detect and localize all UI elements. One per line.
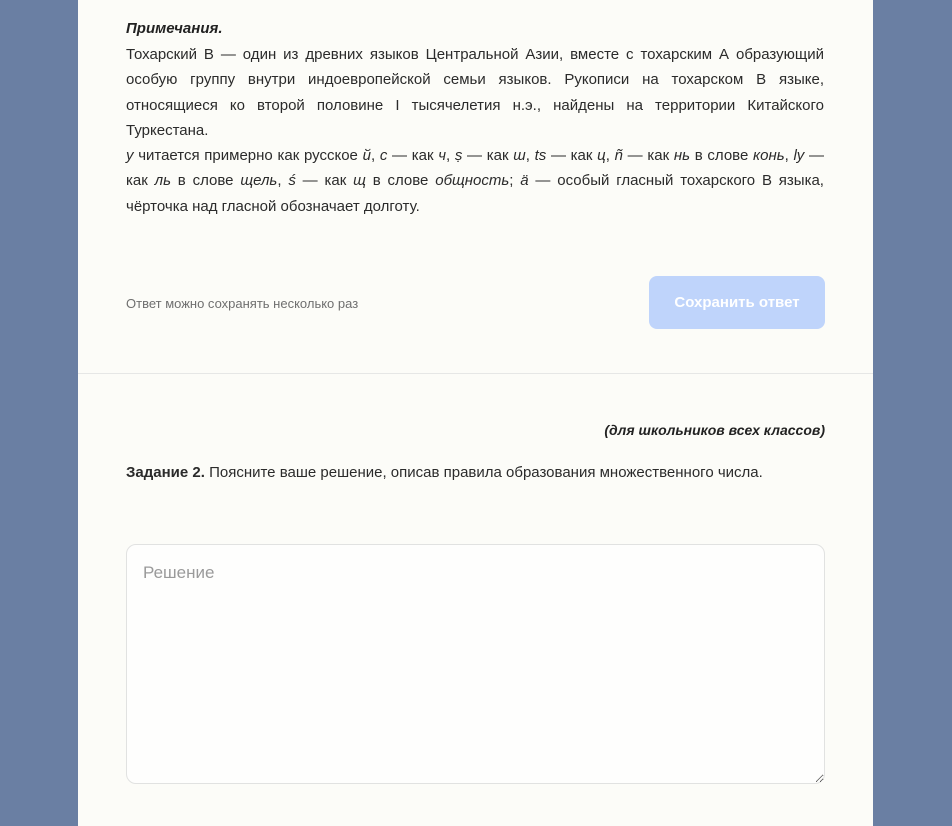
notes-section	[78, 0, 873, 374]
text-fragment: в слове	[365, 172, 436, 190]
task-section	[78, 374, 873, 826]
letter-y-ru: й	[362, 147, 371, 165]
text-fragment: — как	[622, 147, 674, 165]
letter-s-ru: ш	[513, 147, 526, 165]
text-fragment: в слове	[170, 172, 241, 190]
notes-body	[126, 42, 824, 219]
word-shchel: щель	[240, 172, 278, 190]
text-fragment: — как	[295, 172, 354, 190]
letter-c-ru: ч	[438, 147, 446, 165]
notes-title: Примечания.	[126, 20, 223, 37]
text-fragment: — как	[387, 147, 439, 165]
save-answer-button[interactable]: Сохранить ответ	[649, 276, 825, 329]
text-fragment: в слове	[690, 147, 754, 165]
word-obshchnost: общность	[435, 172, 510, 190]
audience-label: (для школьников всех классов)	[604, 422, 825, 438]
letter-n: ñ	[614, 147, 623, 165]
letter-c: с	[379, 147, 388, 165]
text-fragment: — как	[462, 147, 514, 165]
solution-textarea[interactable]	[126, 544, 825, 784]
letter-sh-ru: щ	[353, 172, 366, 190]
text-fragment: — особый гласный тохарского В языка, чёрточка над гласной обозначает долготу.	[126, 172, 824, 215]
text-fragment: — как	[126, 147, 825, 190]
word-kon: конь	[753, 147, 785, 165]
letter-ly: ly	[793, 147, 805, 165]
letter-ts-ru: ц	[597, 147, 606, 165]
text-fragment: читается примерно как русское	[133, 147, 363, 165]
pronunciation-notes: y читается примерно как русское й, с — как ч, ṣ — как ш, ts — как ц, ñ — как нь в слове конь, ly — как ль в слове щель, ś — как щ в слове общность; ä — особый гласный тохарского В языка, чёрточка над гласной обозначает долготу.	[126, 147, 825, 215]
task-text: Поясните ваше решение, описав правила образования множественного числа.	[204, 464, 763, 481]
letter-ly-ru: ль	[154, 172, 171, 190]
notes-paragraph: Тохарский В — один из древних языков Центральной Азии, вместе с тохарским А образующий особую группу внутри индоевропейской семьи языков. Рукописи на тохарском В языке, относящиеся ко второй половине I тысячелетия н.э., найдены на территории Китайского Туркестана.	[126, 46, 824, 139]
letter-a: ä	[520, 172, 529, 190]
letter-sh: ś	[288, 172, 296, 190]
page-card	[78, 0, 873, 826]
letter-s: ṣ	[454, 147, 463, 165]
letter-n-ru: нь	[673, 147, 691, 165]
letter-y: y	[126, 147, 134, 165]
letter-ts: ts	[534, 147, 547, 165]
task-prompt	[126, 464, 763, 481]
save-hint: Ответ можно сохранять несколько раз	[126, 296, 359, 311]
task-number: Задание 2.	[126, 464, 205, 481]
text-fragment: — как	[546, 147, 598, 165]
